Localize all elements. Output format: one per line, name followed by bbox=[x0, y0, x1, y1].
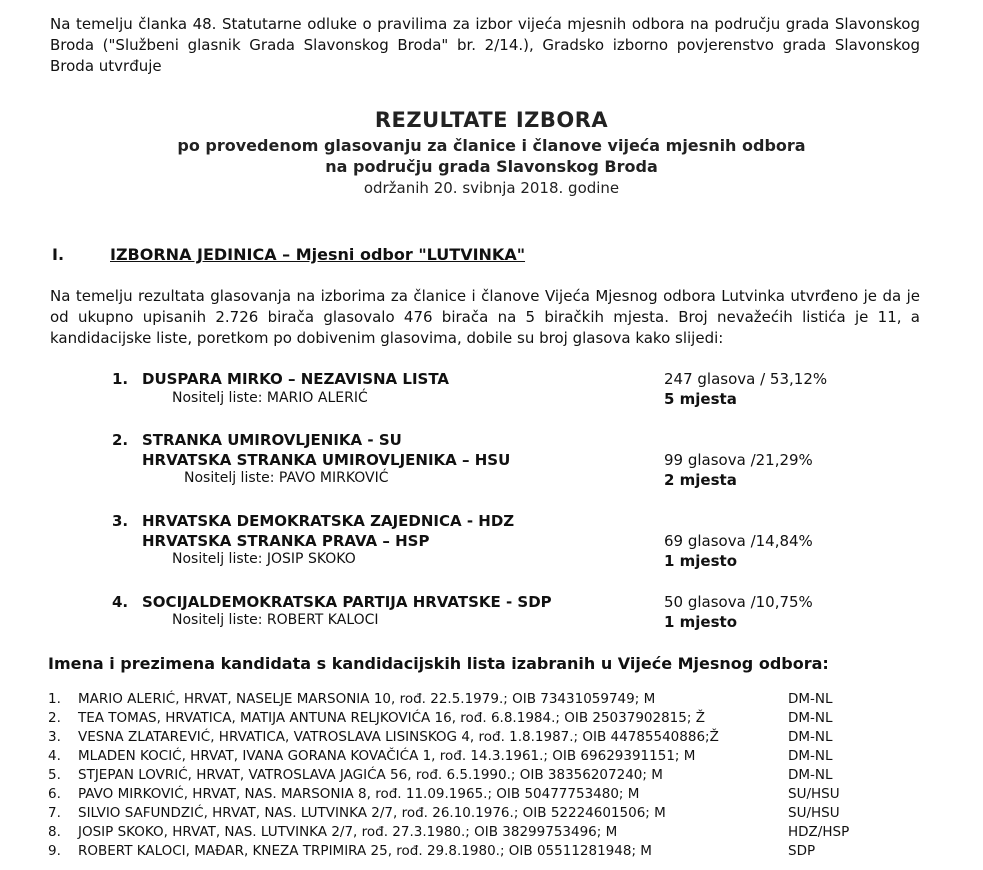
table-row bbox=[0, 748, 983, 767]
candidate-list: DM-NL bbox=[788, 748, 833, 764]
table-row bbox=[0, 786, 983, 805]
list-seats: 1 mjesto bbox=[664, 552, 738, 570]
candidate-list: DM-NL bbox=[788, 767, 833, 783]
table-row bbox=[0, 843, 983, 862]
subtitle-line-2: na području grada Slavonskog Broda bbox=[325, 157, 658, 176]
table-row bbox=[0, 767, 983, 786]
subtitle-date: održanih 20. svibnja 2018. godine bbox=[363, 179, 620, 197]
list-number: 2. bbox=[112, 431, 129, 449]
list-number: 4. bbox=[112, 593, 129, 611]
candidates-heading: Imena i prezimena kandidata s kandidacijskih lista izabranih u Vijeće Mjesnog odbora: bbox=[48, 654, 829, 673]
list-number: 3. bbox=[112, 512, 129, 530]
table-row bbox=[0, 691, 983, 710]
table-row bbox=[0, 710, 983, 729]
list-name: DUSPARA MIRKO – NEZAVISNA LISTA bbox=[142, 370, 450, 388]
candidate-list: DM-NL bbox=[788, 691, 833, 707]
candidate-details: MLADEN KOCIĆ, HRVAT, IVANA GORANA KOVAČIĆA 1, rođ. 14.3.1961.; OIB 69629391151; M bbox=[78, 748, 696, 764]
list-votes: 247 glasova / 53,12% bbox=[664, 370, 828, 388]
candidate-list: DM-NL bbox=[788, 710, 833, 726]
intro-paragraph: Na temelju članka 48. Statutarne odluke o pravilima za izbor vijeća mjesnih odbora na području grada Slavonskog Broda ("Službeni glasnik Grada Slavonskog Broda" br. 2/14.), Gradsko izborno povjerenstvo grada Slavonskog Broda utvrđuje bbox=[50, 15, 920, 75]
list-name: STRANKA UMIROVLJENIKA - SU bbox=[142, 431, 402, 449]
list-seats: 2 mjesta bbox=[664, 471, 737, 489]
candidate-number: 7. bbox=[48, 805, 61, 821]
list-number: 1. bbox=[112, 370, 129, 388]
section-title: IZBORNA JEDINICA – Mjesni odbor "LUTVINKA" bbox=[110, 245, 526, 264]
candidate-number: 9. bbox=[48, 843, 61, 859]
list-name: SOCIJALDEMOKRATSKA PARTIJA HRVATSKE - SDP bbox=[142, 593, 552, 611]
candidate-details: JOSIP SKOKO, HRVAT, NAS. LUTVINKA 2/7, rođ. 27.3.1980.; OIB 38299753496; M bbox=[78, 824, 618, 840]
table-row bbox=[0, 729, 983, 748]
candidate-details: TEA TOMAS, HRVATICA, MATIJA ANTUNA RELJKOVIĆA 16, rođ. 6.8.1984.; OIB 25037902815; Ž bbox=[78, 710, 705, 726]
list-seats: 1 mjesto bbox=[664, 613, 738, 631]
list-votes: 99 glasova /21,29% bbox=[664, 451, 813, 469]
candidate-details: STJEPAN LOVRIĆ, HRVAT, VATROSLAVA JAGIĆA 56, rođ. 6.5.1990.; OIB 38356207240; M bbox=[78, 767, 663, 783]
list-name-line-2: HRVATSKA STRANKA PRAVA – HSP bbox=[142, 532, 430, 550]
subtitle-line-1: po provedenom glasovanju za članice i članove vijeća mjesnih odbora bbox=[177, 136, 806, 155]
candidate-number: 4. bbox=[48, 748, 61, 764]
section-number: I. bbox=[52, 245, 65, 264]
candidate-details: SILVIO SAFUNDZIĆ, HRVAT, NAS. LUTVINKA 2/7, rođ. 26.10.1976.; OIB 52224601506; M bbox=[78, 805, 666, 821]
candidate-number: 6. bbox=[48, 786, 61, 802]
candidate-details: ROBERT KALOCI, MAĐAR, KNEZA TRPIMIRA 25, rođ. 29.8.1980.; OIB 05511281948; M bbox=[78, 843, 652, 859]
candidate-number: 8. bbox=[48, 824, 61, 840]
candidate-number: 5. bbox=[48, 767, 61, 783]
list-votes: 50 glasova /10,75% bbox=[664, 593, 813, 611]
table-row bbox=[0, 805, 983, 824]
list-seats: 5 mjesta bbox=[664, 390, 737, 408]
candidate-details: MARIO ALERIĆ, HRVAT, NASELJE MARSONIA 10, rođ. 22.5.1979.; OIB 73431059749; M bbox=[78, 691, 656, 707]
candidate-details: VESNA ZLATAREVIĆ, HRVATICA, VATROSLAVA LISINSKOG 4, rođ. 1.8.1987.; OIB 44785540886;Ž bbox=[78, 729, 719, 745]
candidate-details: PAVO MIRKOVIĆ, HRVAT, NAS. MARSONIA 8, rođ. 11.09.1965.; OIB 50477753480; M bbox=[78, 786, 640, 802]
list-carrier: Nositelj liste: PAVO MIRKOVIĆ bbox=[184, 470, 389, 486]
candidate-list: SDP bbox=[788, 843, 816, 859]
candidate-number: 1. bbox=[48, 691, 61, 707]
candidate-list: DM-NL bbox=[788, 729, 833, 745]
candidate-number: 3. bbox=[48, 729, 61, 745]
list-name: HRVATSKA DEMOKRATSKA ZAJEDNICA - HDZ bbox=[142, 512, 515, 530]
list-name-line-2: HRVATSKA STRANKA UMIROVLJENIKA – HSU bbox=[142, 451, 511, 469]
list-carrier: Nositelj liste: ROBERT KALOCI bbox=[172, 612, 379, 628]
document-title: REZULTATE IZBORA bbox=[374, 108, 609, 132]
results-paragraph: Na temelju rezultata glasovanja na izborima za članice i članove Vijeća Mjesnog odbora Lutvinka utvrđeno je da je od ukupno upisanih 2.726 birača glasovalo 476 birača na 5 biračkih mjesta. Broj nevažećih listića je 11, a kandidacijske liste, poretkom po dobivenim glasovima, dobile su broj glasova kako slijedi: bbox=[50, 287, 920, 347]
list-carrier: Nositelj liste: JOSIP SKOKO bbox=[172, 551, 356, 567]
candidate-number: 2. bbox=[48, 710, 61, 726]
candidate-list: HDZ/HSP bbox=[788, 824, 850, 840]
candidate-list: SU/HSU bbox=[788, 786, 840, 802]
list-carrier: Nositelj liste: MARIO ALERIĆ bbox=[172, 390, 368, 406]
list-votes: 69 glasova /14,84% bbox=[664, 532, 813, 550]
candidate-list: SU/HSU bbox=[788, 805, 840, 821]
table-row bbox=[0, 824, 983, 843]
